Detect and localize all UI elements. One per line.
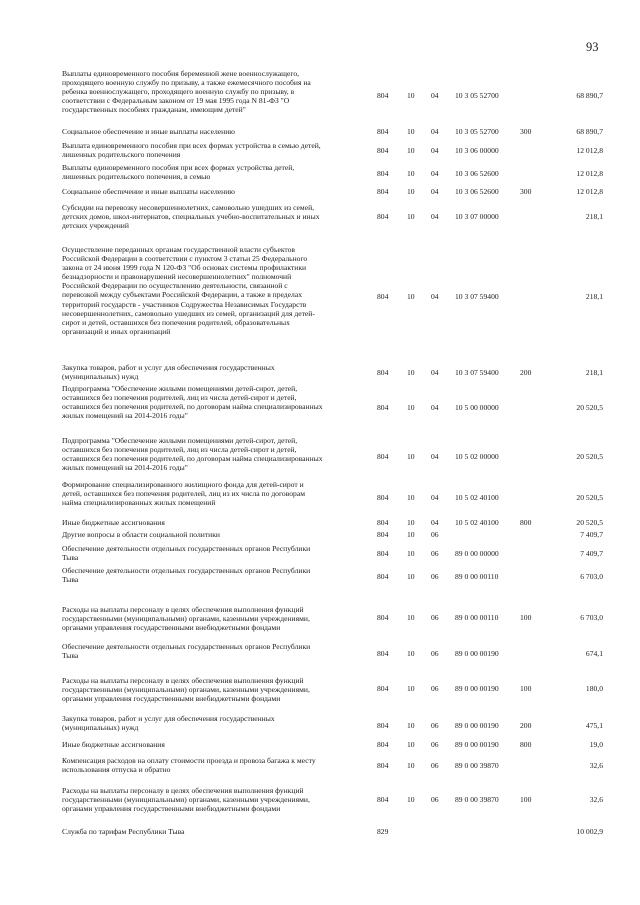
code-expense-kind: 100 (520, 795, 532, 804)
code-expense-kind: 100 (520, 684, 532, 693)
code-subsection: 04 (431, 368, 439, 377)
code-subsection: 04 (431, 127, 439, 136)
code-subsection: 06 (431, 684, 439, 693)
code-article: 89 0 00 39870 (455, 761, 499, 770)
code-expense-kind: 200 (520, 721, 532, 730)
code-article: 89 0 00 00000 (455, 549, 499, 558)
code-subsection: 06 (431, 740, 439, 749)
amount: 12 012,8 (576, 146, 603, 155)
row-description: Осуществление переданных органам государственной власти субъектов Российской Федерации в соответствии с пунктом 3 статьи 25 Федерального закона от 24 июня 1999 года N 120-ФЗ "Об основах системы профилактики безнадзорности и правонарушений несовершеннолетних" полномочий Российской Федерации по осуществлению деятельности, связанной с перевозкой между субъектами Российской Федерации, а также в пределах территорий государств - участников Содружества Независимых Государств несовершеннолетних, самовольно ушедших из семей, организаций для детей- сирот и детей, оставшихся без попечения родителей, образовательных организаций и иных организаций (62, 245, 315, 336)
amount: 32,6 (589, 761, 603, 770)
code-subsection: 06 (431, 649, 439, 658)
row-description: Иные бюджетные ассигнования (62, 518, 165, 527)
code-subsection: 06 (431, 572, 439, 581)
code-admin: 804 (377, 613, 389, 622)
code-admin: 804 (377, 127, 389, 136)
code-subsection: 06 (431, 530, 439, 539)
code-article: 10 3 06 00000 (455, 146, 499, 155)
code-subsection: 04 (431, 187, 439, 196)
code-article: 89 0 00 00110 (455, 572, 499, 581)
code-article: 10 5 02 40100 (455, 518, 499, 527)
row-description: Подпрограмма "Обеспечение жилыми помещениями детей-сирот, детей, оставшихся без попечения родителей, лиц из числа детей-сирот и детей, оставшихся без попечения родителей, по договорам найма специализированных жилых помещений на 2014-2016 годы" (62, 436, 323, 473)
amount: 6 703,0 (580, 572, 603, 581)
row-description: Иные бюджетные ассигнования (62, 740, 165, 749)
code-section: 10 (407, 368, 415, 377)
code-subsection: 06 (431, 613, 439, 622)
code-admin: 804 (377, 549, 389, 558)
code-admin: 804 (377, 91, 389, 100)
code-article: 10 3 07 59400 (455, 292, 499, 301)
code-subsection: 06 (431, 795, 439, 804)
code-article: 10 3 07 59400 (455, 368, 499, 377)
code-section: 10 (407, 549, 415, 558)
code-article: 89 0 00 39870 (455, 795, 499, 804)
page-number: 93 (586, 40, 599, 54)
code-article: 10 3 05 52700 (455, 91, 499, 100)
code-article: 89 0 00 00190 (455, 721, 499, 730)
code-article: 10 3 06 52600 (455, 169, 499, 178)
code-subsection: 06 (431, 549, 439, 558)
code-admin: 804 (377, 518, 389, 527)
row-description: Формирование специализированного жилищного фонда для детей-сирот и детей, оставшихся без попечения родителей, лиц из их числа по договорам найма специализированных жилых помещений (62, 480, 306, 508)
amount: 20 520,5 (576, 452, 603, 461)
code-subsection: 06 (431, 761, 439, 770)
row-description: Подпрограмма "Обеспечение жилыми помещениями детей-сирот, детей, оставшихся без попечения родителей, лиц из числа детей-сирот и детей, оставшихся без попечения родителей, по договорам найма специализированных жилых помещений на 2014-2016 годы" (62, 384, 323, 421)
code-section: 10 (407, 530, 415, 539)
code-article: 10 3 05 52700 (455, 127, 499, 136)
code-admin: 804 (377, 649, 389, 658)
code-section: 10 (407, 403, 415, 412)
code-admin: 804 (377, 169, 389, 178)
code-admin: 829 (377, 827, 389, 836)
code-article: 10 3 06 52600 (455, 187, 499, 196)
code-section: 10 (407, 493, 415, 502)
code-expense-kind: 300 (520, 187, 532, 196)
code-article: 10 5 02 00000 (455, 452, 499, 461)
amount: 475,1 (585, 721, 603, 730)
code-article: 89 0 00 00190 (455, 740, 499, 749)
code-section: 10 (407, 684, 415, 693)
code-section: 10 (407, 169, 415, 178)
row-description: Социальное обеспечение и иные выплаты населению (62, 187, 235, 196)
row-description: Выплаты единовременного пособия при всех формах устройства детей, лишенных родительского попечения, в семью (62, 163, 295, 182)
code-section: 10 (407, 292, 415, 301)
amount: 19,0 (589, 740, 603, 749)
code-subsection: 04 (431, 292, 439, 301)
row-description: Субсидии на перевозку несовершеннолетних, самовольно ушедших из семей, детских домов, школ-интернатов, специальных учебно-воспитательных и иных детских учреждений (62, 203, 320, 231)
row-description: Закупка товаров, работ и услуг для обеспечения государственных (муниципальных) нужд (62, 714, 275, 733)
row-description: Обеспечение деятельности отдельных государственных органов Республики Тыва (62, 544, 311, 563)
code-article: 89 0 00 00190 (455, 684, 499, 693)
row-description: Расходы на выплаты персоналу в целях обеспечения выполнения функций государственными (муниципальными) органами, казенными учреждениями, органами управления государственными внебюджетными фондами (62, 605, 310, 633)
row-description: Компенсация расходов на оплату стоимости проезда и провоза багажа к месту использования отпуска и обратно (62, 756, 316, 775)
code-section: 10 (407, 795, 415, 804)
code-section: 10 (407, 212, 415, 221)
code-admin: 804 (377, 530, 389, 539)
code-article: 89 0 00 00110 (455, 613, 499, 622)
code-subsection: 04 (431, 452, 439, 461)
code-expense-kind: 800 (520, 518, 532, 527)
code-admin: 804 (377, 368, 389, 377)
code-admin: 804 (377, 212, 389, 221)
row-description: Обеспечение деятельности отдельных государственных органов Республики Тыва (62, 566, 311, 585)
code-admin: 804 (377, 721, 389, 730)
code-section: 10 (407, 91, 415, 100)
row-description: Выплаты единовременного пособия беременной жене военнослужащего, проходящего военную службу по призыву, а также ежемесячного пособия на ребенка военнослужащего, проходящего военную службу по призыву, в соответствии с Федеральным законом от 19 мая 1995 года N 81-ФЗ "О государственных пособиях гражданам, имеющим детей" (62, 69, 311, 115)
code-admin: 804 (377, 572, 389, 581)
code-admin: 804 (377, 146, 389, 155)
code-admin: 804 (377, 493, 389, 502)
code-article: 10 3 07 00000 (455, 212, 499, 221)
code-subsection: 04 (431, 169, 439, 178)
code-section: 10 (407, 761, 415, 770)
code-admin: 804 (377, 740, 389, 749)
amount: 20 520,5 (576, 518, 603, 527)
row-description: Расходы на выплаты персоналу в целях обеспечения выполнения функций государственными (муниципальными) органами, казенными учреждениями, органами управления государственными внебюджетными фондами (62, 786, 310, 814)
code-section: 10 (407, 572, 415, 581)
code-section: 10 (407, 740, 415, 749)
amount: 32,6 (589, 795, 603, 804)
row-description: Служба по тарифам Республики Тыва (62, 827, 185, 836)
code-section: 10 (407, 146, 415, 155)
code-admin: 804 (377, 187, 389, 196)
amount: 7 409,7 (580, 549, 603, 558)
code-subsection: 04 (431, 518, 439, 527)
code-expense-kind: 200 (520, 368, 532, 377)
code-subsection: 04 (431, 91, 439, 100)
code-expense-kind: 300 (520, 127, 532, 136)
row-description: Социальное обеспечение и иные выплаты населению (62, 127, 235, 136)
row-description: Выплата единовременного пособия при всех формах устройства в семью детей, лишенных родительского попечения (62, 141, 321, 160)
code-section: 10 (407, 518, 415, 527)
code-admin: 804 (377, 452, 389, 461)
row-description: Расходы на выплаты персоналу в целях обеспечения выполнения функций государственными (муниципальными) органами, казенными учреждениями, органами управления государственными внебюджетными фондами (62, 676, 310, 704)
amount: 12 012,8 (576, 187, 603, 196)
code-section: 10 (407, 452, 415, 461)
amount: 20 520,5 (576, 493, 603, 502)
code-admin: 804 (377, 684, 389, 693)
code-subsection: 06 (431, 721, 439, 730)
code-section: 10 (407, 649, 415, 658)
code-subsection: 04 (431, 146, 439, 155)
amount: 68 890,7 (576, 127, 603, 136)
amount: 180,0 (585, 684, 603, 693)
code-admin: 804 (377, 403, 389, 412)
code-subsection: 04 (431, 493, 439, 502)
code-article: 10 5 02 40100 (455, 493, 499, 502)
code-section: 10 (407, 721, 415, 730)
code-admin: 804 (377, 292, 389, 301)
row-description: Закупка товаров, работ и услуг для обеспечения государственных (муниципальных) нужд (62, 363, 275, 382)
code-subsection: 04 (431, 212, 439, 221)
code-article: 89 0 00 00190 (455, 649, 499, 658)
amount: 218,1 (585, 292, 603, 301)
amount: 674,1 (585, 649, 603, 658)
amount: 218,1 (585, 368, 603, 377)
code-section: 10 (407, 187, 415, 196)
code-section: 10 (407, 127, 415, 136)
amount: 12 012,8 (576, 169, 603, 178)
amount: 10 002,9 (576, 827, 603, 836)
code-expense-kind: 100 (520, 613, 532, 622)
amount: 7 409,7 (580, 530, 603, 539)
row-description: Обеспечение деятельности отдельных государственных органов Республики Тыва (62, 642, 311, 661)
code-expense-kind: 800 (520, 740, 532, 749)
code-section: 10 (407, 613, 415, 622)
amount: 20 520,5 (576, 403, 603, 412)
code-subsection: 04 (431, 403, 439, 412)
amount: 218,1 (585, 212, 603, 221)
row-description: Другие вопросы в области социальной политики (62, 530, 220, 539)
amount: 6 703,0 (580, 613, 603, 622)
code-article: 10 5 00 00000 (455, 403, 499, 412)
code-admin: 804 (377, 795, 389, 804)
amount: 68 890,7 (576, 91, 603, 100)
code-admin: 804 (377, 761, 389, 770)
